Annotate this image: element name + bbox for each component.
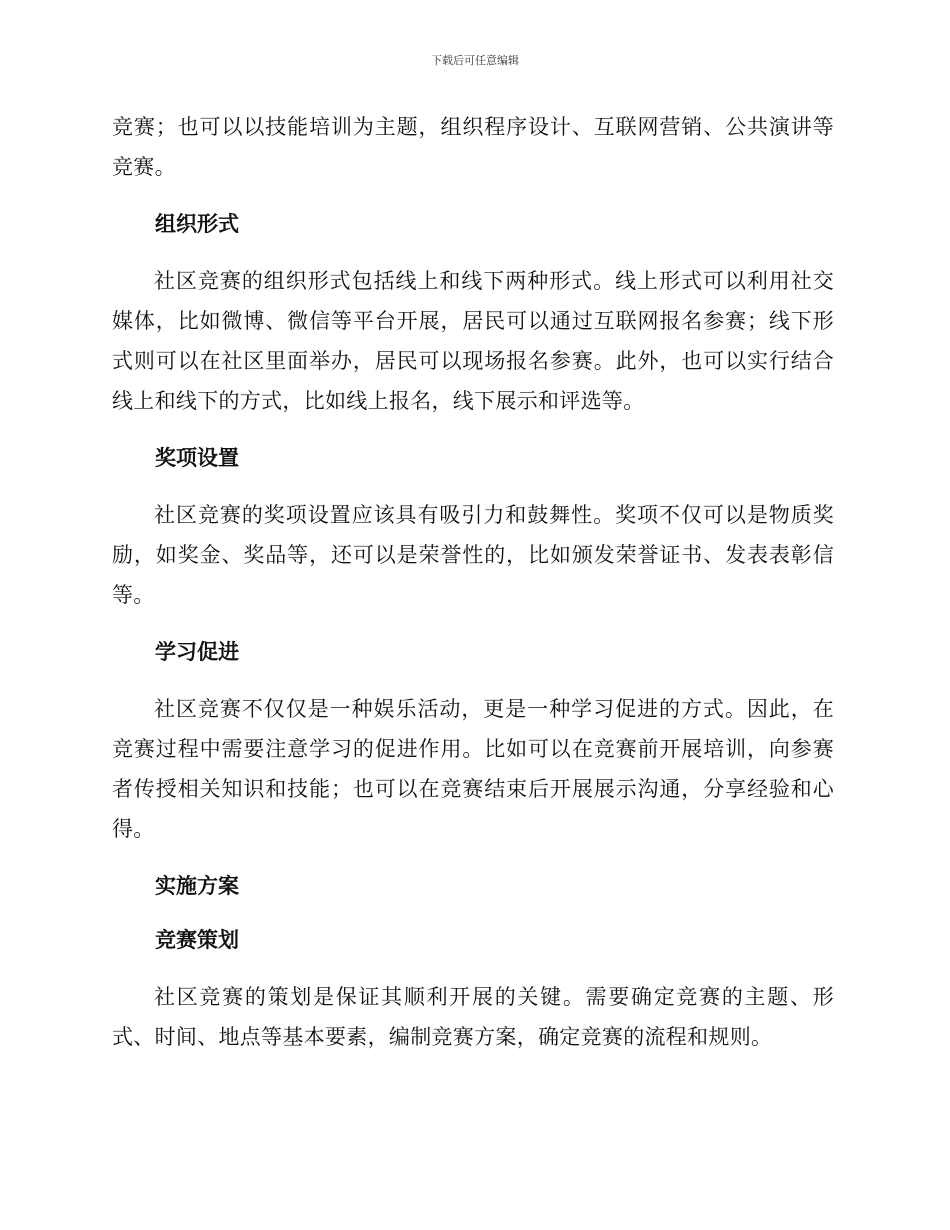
subsection-paragraph-planning: 社区竞赛的策划是保证其顺利开展的关键。需要确定竞赛的主题、形式、时间、地点等基本要素，编制竞赛方案，确定竞赛的流程和规则。 bbox=[112, 985, 834, 1049]
section-paragraph-organization-form: 社区竞赛的组织形式包括线上和线下两种形式。线上形式可以利用社交媒体，比如微博、微信等平台开展，居民可以通过互联网报名参赛；线下形式则可以在社区里面举办，居民可以现场报名参赛。此外，也可以实行结合线上和线下的方式，比如线上报名，线下展示和评选等。 bbox=[112, 269, 834, 413]
section-paragraph-learning: 社区竞赛不仅仅是一种娱乐活动，更是一种学习促进的方式。因此，在竞赛过程中需要注意学习的促进作用。比如可以在竞赛前开展培训，向参赛者传授相关知识和技能；也可以在竞赛结束后开展展示沟通，分享经验和心得。 bbox=[112, 697, 834, 841]
document-body bbox=[112, 107, 834, 1074]
subsection-heading-planning: 竞赛策划 bbox=[155, 928, 239, 952]
section-heading-awards: 奖项设置 bbox=[155, 446, 239, 470]
section-heading-learning: 学习促进 bbox=[155, 640, 239, 664]
continuation-paragraph: 竞赛；也可以以技能培训为主题，组织程序设计、互联网营销、公共演讲等竞赛。 bbox=[112, 115, 834, 179]
section-heading-organization-form: 组织形式 bbox=[155, 212, 239, 236]
page-header: 下载后可任意编辑 bbox=[431, 54, 519, 67]
chapter-heading-implementation: 实施方案 bbox=[155, 874, 239, 898]
section-paragraph-awards: 社区竞赛的奖项设置应该具有吸引力和鼓舞性。奖项不仅可以是物质奖励，如奖金、奖品等，还可以是荣誉性的，比如颁发荣誉证书、发表表彰信等。 bbox=[112, 503, 834, 607]
